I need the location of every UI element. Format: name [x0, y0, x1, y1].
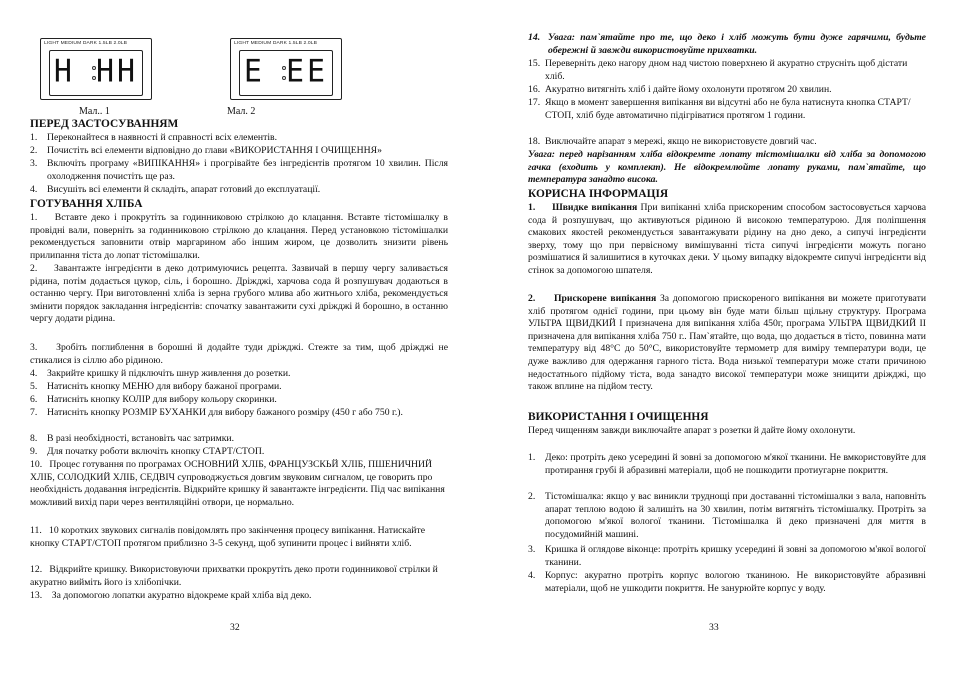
lcd-label-2: LIGHT MEDIUM DARK 1.5LB 2.0LB [234, 41, 318, 46]
heading-cooking: ГОТУВАННЯ ХЛІБА [30, 198, 143, 210]
before-item: 4. Висушіть всі елементи й складіть, апарат готовий до експлуатації. [30, 184, 321, 195]
lcd-label-1: LIGHT MEDIUM DARK 1.5LB 2.0LB [44, 41, 128, 46]
lcd-colon-icon-1 [92, 66, 95, 80]
cook-step-6: 6. Натисніть кнопку КОЛІР для вибору кольору скоринки. [30, 394, 277, 405]
before-item: 3. Включіть програму «ВИПІКАННЯ» і прогрівайте без інгредієнтів протягом 10 хвилин. Після охолодження почистіть ще раз. [30, 158, 448, 182]
cook-step-13: 13. За допомогою лопатки акуратно відокреме край хліба від деко. [30, 590, 312, 601]
step-item: 15. Переверніть деко нагору дном над чистою поверхнею й акуратно струсніть щоб дістати хліб. [528, 58, 908, 82]
cook-step-5: 5. Натисніть кнопку МЕНЮ для вибору бажаної програми. [30, 381, 282, 392]
figure-1-caption: Мал.. 1 [79, 106, 110, 117]
cook-step-4: 4. Закрийте кришку й підключіть шнур живлення до розетки. [30, 368, 291, 379]
lcd-screen-1 [49, 50, 143, 96]
warning-paddle: Увага: перед нарізанням хліба відокремте лопату тістомішалки від хліба за допомогою гачка (входить у комплект). Не відокремлюйте лопату руками, пам`ятайте, що температура занадто висока. [528, 149, 926, 186]
step-item: 17. Якщо в момент завершення випікання ви відсутні або не була натиснута кнопка СТАРТ/СТОП, хліб буде автоматично підігріватися протягом 1 години. [528, 97, 911, 121]
use-intro: Перед чищенням завжди виключайте апарат з розетки й дайте йому охолонути. [528, 425, 856, 436]
step-item: 18. Виключайте апарат з мережі, якщо не використовуєте довгий час. [528, 136, 817, 147]
cook-step-12: 12. Відкрийте кришку. Використовуючи прихватки прокрутіть деко проти годинникової стрілки й акуратно вийміть його із хлібопічки. [30, 564, 438, 588]
before-item: 2. Почистіть всі елементи відповідно до глави «ВИКОРИСТАННЯ І ОЧИЩЕННЯ» [30, 145, 382, 156]
lcd-display-1 [40, 38, 152, 100]
step-item: 16. Акуратно витягніть хліб і дайте йому охолонути протягом 20 хвилин. [528, 84, 832, 95]
cook-step-2: 2. Завантажте інгредієнти в деко дотримуючись рецепта. Зазвичай в першу чергу заливається рідина, потім додається цукор, сіль, і борошно. Дріжджі, харчова сода й розпушувач додаються в останню чергу. При виготовленні хліба із зерна грубого млива або житнього хліба, рекомендується змінити порядок закладання інгредієнтів: спочатку завантажити сухі дріжджі й борошно, в останню чергу додати рідина. [30, 263, 448, 325]
info-fast-baking: 1. Швидке випікання При випіканні хліба прискореним способом застосовується харчова сода й розпушувач, що активуються рідиною й високою температурою. Для поліпшення смакових якостей рекомендується завантажувати рідину на дно деко, а сипучі інгредієнти зверху, тому що при первісному вимішуванні тіста сипучі інгредієнти можуть погано розмішатися й залишитися в куточках деки. У цьому випадку відокремте сипучі інгредієнти від стінок за допомогою шпателя. [528, 202, 927, 276]
figure-2 [230, 38, 342, 100]
cook-step-3: 3. Зробіть поглиблення в борошні й додайте туди дріжджі. Стежте за тим, щоб дріжджі не стикалися із сіллю або рідиною. [30, 342, 449, 366]
figure-2-caption: Мал. 2 [227, 106, 256, 117]
clean-item: 4. Корпус: акуратно протріть корпус вологою тканиною. Не використовуйте абразивні матеріали, щоб не ушкодити покриття. Не занурюйте корпус у воду. [528, 570, 926, 594]
cook-step-9: 9. Для початку роботи включіть кнопку СТАРТ/СТОП. [30, 446, 265, 457]
clean-item: 2. Тістомішалка: якщо у вас виникли труднощі при доставанні тістомішалки з вала, наповніть апарат теплою водою й залишіть на 30 хвилин, потім витягніть тістомішалку. Протріть за допомогою м'якої вологої тканини. Тістомішалка й деко призначені для миття в посудомийній машині. [528, 491, 926, 540]
cook-step-1: 1. Вставте деко і прокрутіть за годинниковою стрілкою до клацання. Вставте тістомішалку в провідні вали, поверніть за годинниковою стрілкою до клацання. Перед установкою тістомішалки рекомендується заповнити отвір маргарином або іншим жиром, це дозволить знизити рівень прилипання тіста до лопат тістомішалки. [30, 212, 449, 261]
heading-useful-info: КОРИСНА ІНФОРМАЦІЯ [528, 188, 669, 200]
cook-step-11: 11. 10 коротких звукових сигналів повідомлять про закінчення процесу випікання. Натискайте кнопку СТАРТ/СТОП протягом приблизно 3-5 секунд, щоб зупинити процес і вийняти хліб. [30, 525, 426, 549]
cook-step-8: 8. В разі необхідності, встановіть час затримки. [30, 433, 235, 444]
page-number-right: 33 [709, 622, 719, 633]
clean-item: 3. Кришка й оглядове віконце: протріть кришку усередині й зовні за допомогою м'якої вологої тканини. [528, 544, 926, 568]
left-page [30, 0, 448, 675]
cook-step-7: 7. Натисніть кнопку РОЗМІР БУХАНКИ для вибору бажаного розміру (450 г або 750 г.). [30, 407, 403, 418]
lcd-colon-icon-2 [282, 66, 285, 80]
info-accelerated-baking: 2. Прискорене випікання За допомогою прискореного випікання ви можете приготувати хліб протягом однієї години, при цьому він буде мати більш щільну структуру. Програма УЛЬТРА ЩВИДКИЙ І призначена для випікання хліба 450г, програма УЛЬТРА ЩВИДКИЙ ІІ призначена для випікання хліба 750 г.. Пам`ятайте, що вода, що додається в тісто, повинна мати температуру від 48°C до 50°C, використовуйте термометр для виміру температури води, це дуже важливо для одержання гарного тіста. Вода низької температури може стати причиною недостатнього підйому тіста, вода занадто високої температури може знищити дріжджі, що також вплине на підйом тесту. [528, 293, 927, 393]
heading-use-cleaning: ВИКОРИСТАННЯ І ОЧИЩЕННЯ [528, 411, 709, 423]
cook-step-10: 10. Процес готування по програмах ОСНОВНИЙ ХЛІБ, ФРАНЦУЗСКЬЙ ХЛІБ, ПШЕНИЧНИЙ ХЛІБ, СОЛОДКИЙ ХЛІБ, СЕДВІЧ супроводжується довгим звуковим сигналом, це говорить про необхідність додавання інгредієнтів. Відкрийте кришку й завантажте інгредієнти. Під час випікання можливий вихід пари через вентиляційні отвори, це нормально. [30, 459, 445, 508]
clean-item: 1. Деко: протріть деко усередині й зовні за допомогою м'якої тканини. Не вмкористовуйте для протирання грубі й абразивні матеріали, щоб не пошкодити протиугарне покриття. [528, 452, 926, 476]
heading-before-use: ПЕРЕД ЗАСТОСУВАННЯМ [30, 118, 179, 130]
lcd-digits-1: H HH [53, 53, 139, 90]
page-number-left: 32 [230, 622, 240, 633]
lcd-screen-2 [239, 50, 333, 96]
figure-1 [40, 38, 152, 100]
right-page [528, 0, 926, 675]
before-item: 1. Переконайтеся в наявності й справності всіх елементів. [30, 132, 278, 143]
lcd-digits-2: E EE [243, 53, 329, 90]
warning-hot: 14. Увага: пам`ятайте про те, що деко і хліб можуть бути дуже гарячими, будьте обережні й завжди використовуйте прихватки. [528, 32, 926, 56]
lcd-display-2 [230, 38, 342, 100]
